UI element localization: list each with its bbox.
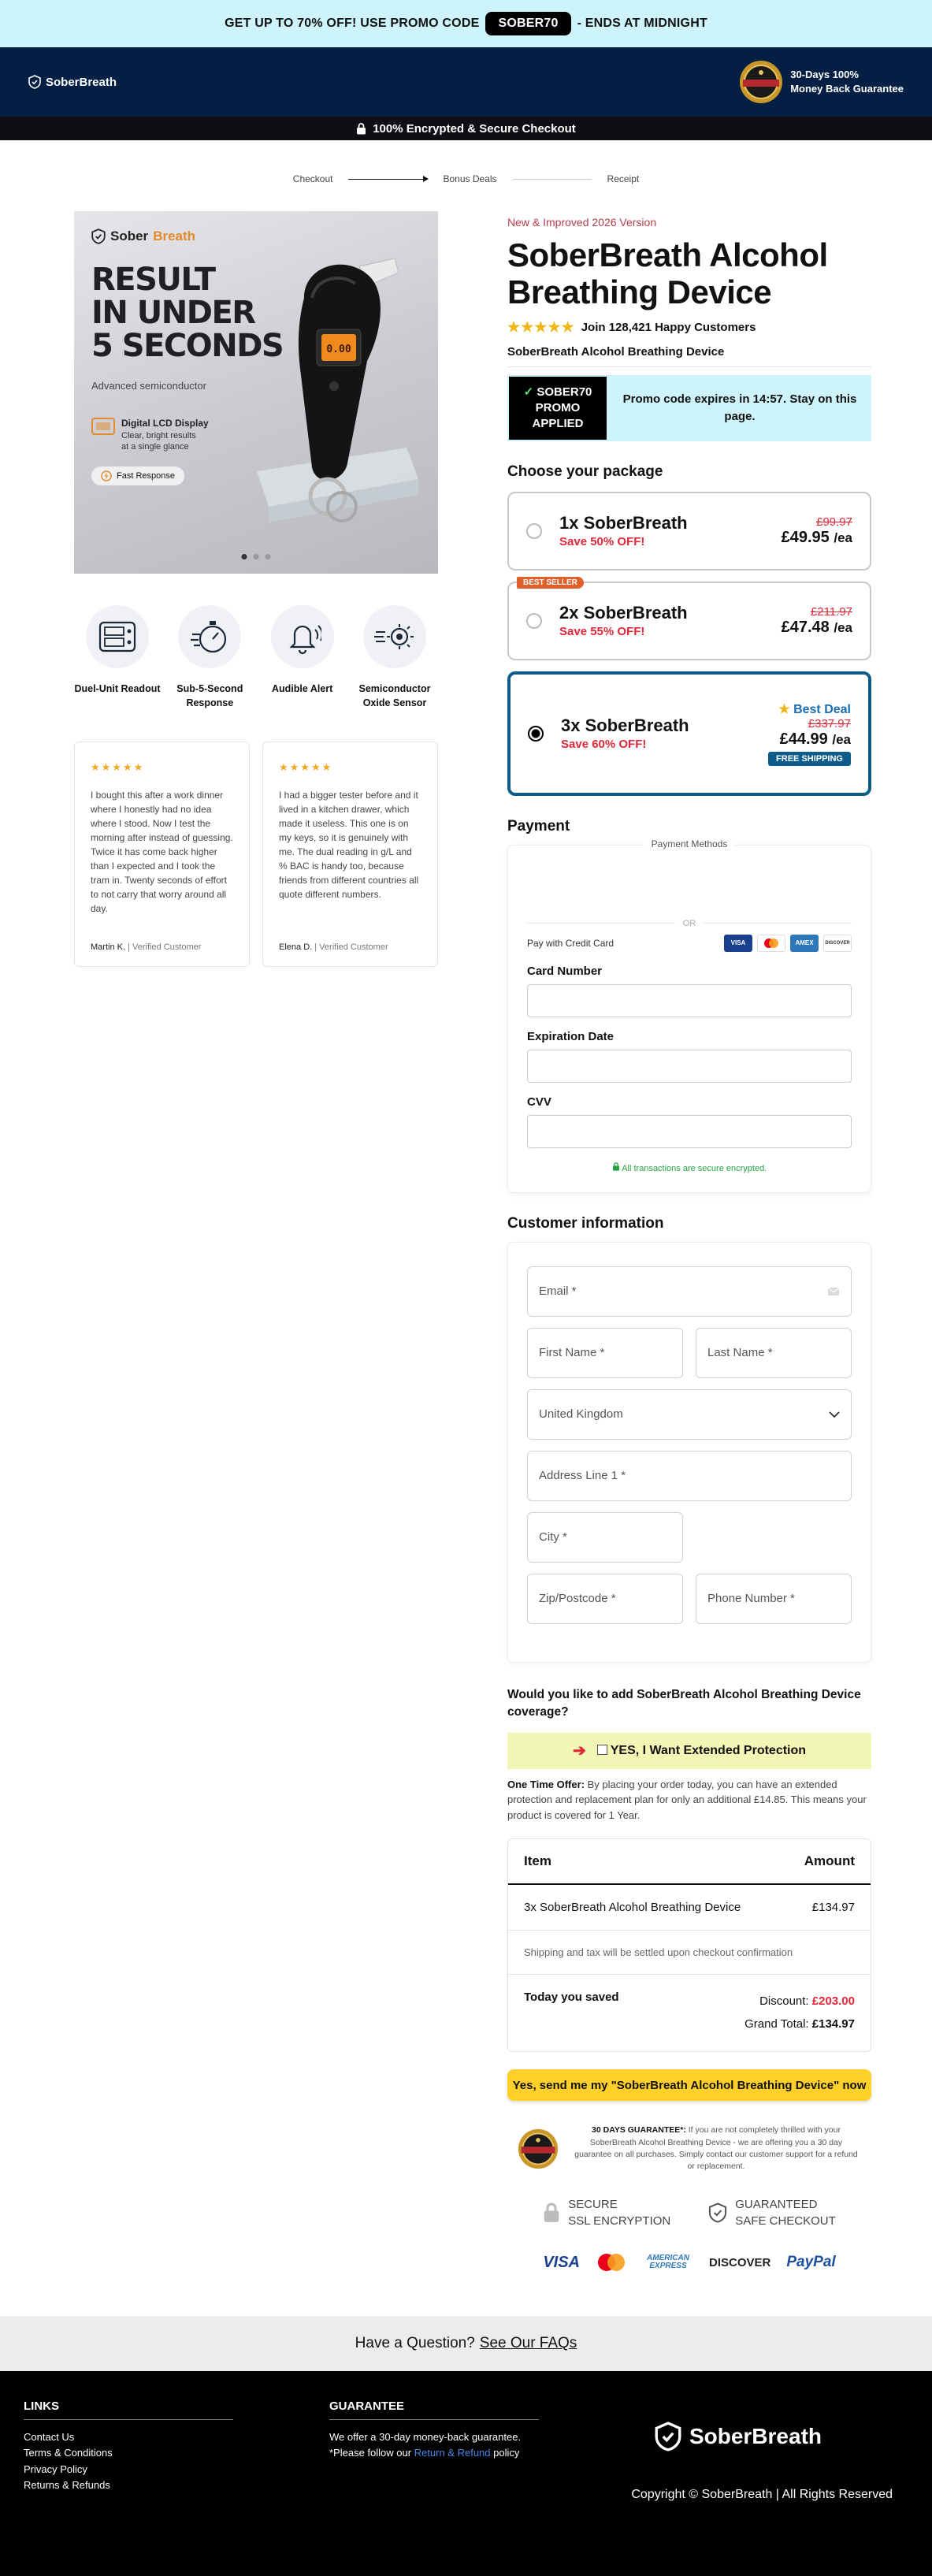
feature-item (351, 605, 438, 710)
promo-text: GET UP TO 70% OFF! USE PROMO CODE (225, 17, 480, 30)
lock-icon (543, 2202, 560, 2223)
package-unit: /ea (834, 530, 852, 545)
brand-logo[interactable] (28, 75, 117, 89)
step-receipt: Receipt (607, 173, 640, 184)
carousel-dots[interactable] (242, 554, 271, 559)
secure-bar (0, 117, 932, 140)
brand-name: SoberBreath (46, 75, 117, 89)
review-stars: ★★★★★ (91, 761, 145, 773)
copyright: Copyright © SoberBreath | All Rights Reserved (631, 2488, 893, 2502)
free-shipping-badge: FREE SHIPPING (768, 752, 851, 766)
secure-note (527, 1162, 852, 1173)
medal-icon (517, 2128, 559, 2170)
review-author-name: Elena D. (279, 942, 313, 952)
main-content (0, 211, 932, 2272)
visa-logo: VISA (543, 2253, 580, 2271)
site-footer (0, 2371, 932, 2576)
arrow-right-icon: ➔ (572, 1742, 586, 1760)
promo-timer-message: Promo code expires in 14:57. Stay on this page. (608, 375, 871, 441)
site-header (0, 47, 932, 117)
image-brand-b: Breath (153, 229, 196, 243)
best-deal-text: Best Deal (793, 702, 851, 716)
guarantee-title: 30 DAYS GUARANTEE*: (592, 2125, 686, 2136)
feature-item (74, 605, 161, 710)
mastercard-icon (757, 935, 785, 952)
feature-label: Duel-Unit Readout (74, 683, 161, 694)
promo-box-label: PROMO (535, 400, 581, 414)
image-brand-a: Sober (110, 229, 149, 243)
footer-guarantee-title: GUARANTEE (329, 2399, 539, 2420)
safe-line: GUARANTEED (735, 2198, 818, 2212)
envelope-icon (827, 1287, 840, 1296)
carousel-dot[interactable] (242, 554, 247, 559)
shield-check-icon (708, 2202, 727, 2223)
amex-icon: AMEX (790, 935, 819, 952)
product-image[interactable] (74, 211, 438, 574)
review-author-name: Martin K. (91, 942, 126, 952)
footer-links (24, 2399, 233, 2548)
best-deal-label (768, 701, 851, 717)
footer-link-returns[interactable]: Returns & Refunds (24, 2478, 110, 2491)
package-save: Save 50% OFF! (559, 535, 645, 549)
feature-label: Audible Alert (271, 683, 333, 694)
payment-card (507, 838, 871, 1193)
expiration-input[interactable] (527, 1050, 852, 1083)
extended-protection-text: YES, I Want Extended Protection (610, 1743, 807, 1757)
package-radio[interactable] (526, 613, 542, 629)
summary-item-amount: £134.97 (811, 1901, 855, 1915)
cvv-input[interactable] (527, 1115, 852, 1148)
first-name-field[interactable]: First Name * (527, 1328, 683, 1378)
address-field[interactable]: Address Line 1 * (527, 1451, 852, 1501)
extended-protection-option[interactable] (507, 1733, 871, 1769)
bell-icon (284, 619, 321, 655)
headline-line: RESULT (91, 262, 215, 298)
promo-bar (0, 0, 932, 47)
carousel-dot[interactable] (265, 554, 271, 559)
order-summary (507, 1838, 871, 2052)
country-value: United Kingdom (539, 1407, 623, 1422)
footer-refund-link[interactable]: Return & Refund (414, 2447, 491, 2459)
lcd-value: 0.00 (326, 344, 351, 355)
checkout-column (507, 211, 871, 2272)
discount-label: Discount: (759, 1994, 809, 2009)
secure-note-text: All transactions are secure encrypted. (622, 1163, 767, 1173)
footer-guarantee (329, 2399, 539, 2548)
lcd-readout-icon (98, 621, 136, 652)
step-bonus-deals: Bonus Deals (443, 173, 497, 184)
guarantee-text: If you are not completely thrilled with your SoberBreath Alcohol Breathing Device - we are offering you a 30 day guarantee on all purchases. Simply contact our customer support for a refund or replacement. (574, 2125, 858, 2171)
shield-icon (91, 229, 106, 244)
visa-icon: VISA (724, 935, 752, 952)
card-number-input[interactable] (527, 984, 852, 1017)
summary-item-header: Item (524, 1853, 551, 1869)
package-option-1x[interactable] (507, 492, 871, 571)
shield-icon (655, 2422, 681, 2451)
summary-row (508, 1885, 871, 1931)
package-old-price: £337.97 (808, 716, 851, 730)
or-divider: OR (527, 919, 852, 928)
lcd-sub: at a single glance (121, 441, 189, 452)
lock-icon (612, 1162, 620, 1171)
package-name: 3x SoberBreath (561, 716, 689, 736)
review-text: I had a bigger tester before and it lived in a kitchen drawer, which made it useless. This one is on my keys, so it is genuinely with me. The dual reading in g/L and % BAC is handy too, because friends from different countries all quote different numbers. (279, 790, 419, 900)
rating-stars: ★★★★★ (507, 318, 575, 335)
footer-links-title: LINKS (24, 2399, 233, 2420)
image-subtitle: Advanced semiconductor (91, 380, 206, 392)
summary-item: 3x SoberBreath Alcohol Breathing Device (524, 1901, 741, 1915)
package-option-2x[interactable] (507, 578, 871, 660)
feature-item (259, 605, 346, 710)
package-price: £49.95 (781, 528, 830, 546)
review-card (262, 742, 438, 967)
grand-total-label: Grand Total: (744, 2017, 809, 2031)
discount-value: £203.00 (811, 1994, 855, 2009)
package-unit: /ea (834, 619, 852, 635)
trust-badges (507, 2196, 871, 2229)
review-verified: | Verified Customer (128, 942, 202, 952)
lcd-callout (91, 418, 209, 452)
saved-label: Today you saved (524, 1991, 619, 2005)
lightning-icon (101, 470, 112, 481)
feature-label: Sub-5-Second Response (176, 683, 243, 708)
card-brand-icons (724, 935, 852, 952)
lock-icon (356, 123, 366, 135)
footer-link-contact[interactable]: Contact Us (24, 2431, 75, 2444)
carousel-dot[interactable] (254, 554, 259, 559)
offer-text: By placing your order today, you can have an extended protection and replacement plan for only an additional £14.85. This means your product is covered for 1 Year. (507, 1778, 867, 1821)
guarantee-box (507, 2124, 871, 2173)
review-author (91, 942, 233, 952)
zip-field[interactable]: Zip/Postcode * (527, 1574, 683, 1624)
guarantee-line-2: Money Back Guarantee (790, 83, 904, 95)
shield-icon (28, 75, 41, 89)
chevron-down-icon (829, 1411, 840, 1418)
footer-link-privacy[interactable]: Privacy Policy (24, 2463, 87, 2475)
step-checkout: Checkout (292, 173, 333, 184)
footer-brand: SoberBreath (689, 2424, 822, 2449)
review-verified: | Verified Customer (314, 942, 388, 952)
one-time-offer (507, 1777, 871, 1823)
package-old-price: £211.97 (810, 604, 852, 619)
image-brand-logo (91, 229, 195, 244)
offer-label: One Time Offer: (507, 1778, 585, 1790)
review-card (74, 742, 250, 967)
feature-list (74, 605, 438, 710)
summary-note: Shipping and tax will be settled upon checkout confirmation (508, 1931, 871, 1975)
package-unit: /ea (832, 731, 851, 747)
faq-link[interactable]: See Our FAQs (479, 2335, 577, 2352)
promo-box-code: SOBER70 (537, 385, 592, 399)
guarantee-badge (738, 59, 904, 105)
step-connector (513, 179, 592, 180)
discover-logo: DISCOVER (709, 2255, 771, 2269)
version-tag: New & Improved 2026 Version (507, 216, 657, 229)
package-radio[interactable] (526, 523, 542, 539)
stopwatch-icon (191, 619, 228, 655)
safe-line: SAFE CHECKOUT (735, 2214, 836, 2228)
product-title: SoberBreath Alcohol Breathing Device (507, 236, 828, 311)
secure-text: 100% Encrypted & Secure Checkout (373, 121, 576, 136)
footer-policy-text: policy (493, 2447, 520, 2459)
customer-title: Customer information (507, 1214, 664, 1232)
card-number-label: Card Number (527, 964, 603, 978)
footer-link-terms[interactable]: Terms & Conditions (24, 2447, 113, 2459)
package-price: £44.99 (779, 730, 828, 748)
fast-response-text: Fast Response (117, 471, 175, 481)
headline-line: IN UNDER (91, 295, 255, 331)
checkout-steps (0, 173, 932, 184)
display-icon (91, 418, 115, 435)
email-placeholder: Email * (539, 1284, 577, 1299)
phone-field[interactable]: Phone Number * (696, 1574, 852, 1624)
headline-line: 5 SECONDS (91, 328, 284, 364)
credit-card-label: Pay with Credit Card (527, 937, 615, 949)
lcd-sub: Clear, bright results (121, 430, 196, 440)
city-field[interactable]: City * (527, 1512, 683, 1563)
medal-icon (738, 59, 784, 105)
step-connector (348, 179, 427, 180)
package-price: £47.48 (781, 618, 830, 636)
package-name: 2x SoberBreath (559, 603, 688, 623)
breathalyzer-device-illustration (249, 211, 422, 574)
ssl-badge (543, 2196, 670, 2229)
footer-guarantee-text: We offer a 30-day money-back guarantee. (329, 2431, 522, 2444)
package-save: Save 55% OFF! (559, 625, 645, 639)
promo-deadline: - ENDS AT MIDNIGHT (577, 17, 707, 30)
mastercard-logo (596, 2253, 627, 2272)
grand-total-value: £134.97 (811, 2017, 855, 2031)
product-subname: SoberBreath Alcohol Breathing Device (507, 345, 871, 367)
coverage-question: Would you like to add SoberBreath Alcohol Breathing Device coverage? (507, 1687, 861, 1719)
review-author (279, 942, 421, 952)
faq-question: Have a Question? (355, 2335, 475, 2352)
review-stars: ★★★★★ (279, 761, 333, 773)
lcd-title: Digital LCD Display (121, 418, 209, 429)
discover-icon: DISCOVER (823, 935, 852, 952)
package-radio-selected[interactable] (528, 726, 544, 742)
package-option-3x[interactable] (507, 671, 871, 796)
package-name: 1x SoberBreath (559, 513, 688, 533)
ssl-line: SECURE (568, 2198, 618, 2212)
extended-protection-label[interactable] (597, 1744, 806, 1758)
promo-applied-box (507, 375, 871, 441)
faq-banner (0, 2316, 932, 2371)
package-save: Save 60% OFF! (561, 738, 647, 752)
fast-response-pill (91, 467, 184, 485)
star-icon: ★ (778, 702, 790, 716)
package-old-price: £99.97 (816, 515, 852, 529)
extended-protection-checkbox[interactable] (597, 1745, 607, 1755)
payment-title: Payment (507, 817, 570, 835)
footer-logo[interactable] (655, 2422, 822, 2451)
promo-box-label: APPLIED (532, 417, 584, 431)
last-name-field[interactable]: Last Name * (696, 1328, 852, 1378)
reviews (74, 742, 438, 967)
rating (507, 319, 871, 336)
product-gallery-column (74, 211, 438, 2272)
guarantee-line-1: 30-Days 100% (790, 69, 859, 81)
email-field[interactable] (527, 1266, 852, 1317)
safe-checkout-badge (708, 2196, 836, 2229)
expiration-label: Expiration Date (527, 1029, 615, 1043)
footer-policy-text: *Please follow our (329, 2447, 412, 2459)
payment-methods-label: Payment Methods (644, 838, 736, 849)
amex-logo: AMERICAN EXPRESS (647, 2254, 689, 2271)
packages-title: Choose your package (507, 463, 663, 480)
feature-label: Semiconductor Oxide Sensor (358, 683, 431, 708)
sensor-chip-icon (374, 621, 415, 652)
payment-logos (507, 2253, 871, 2272)
feature-item (166, 605, 253, 710)
check-icon: ✓ (523, 385, 534, 399)
summary-amount-header: Amount (804, 1853, 855, 1869)
paypal-logo: PayPal (786, 2254, 836, 2271)
complete-order-button[interactable]: Yes, send me my "SoberBreath Alcohol Breathing Device" now (507, 2069, 871, 2101)
best-seller-badge: BEST SELLER (517, 577, 584, 589)
customer-card (507, 1242, 871, 1663)
promo-code-badge: SOBER70 (485, 12, 570, 35)
payment-methods-legend (527, 838, 852, 849)
cvv-label: CVV (527, 1095, 551, 1109)
country-select[interactable] (527, 1389, 852, 1440)
ssl-line: SSL ENCRYPTION (568, 2214, 671, 2228)
rating-text: Join 128,421 Happy Customers (581, 320, 756, 334)
review-text: I bought this after a work dinner where I honestly had no idea where I stood. Now I test the morning after instead of guessing. Twice it has come back higher than I expected and I took the tram in. Twenty seconds of effort to not carry that worry around all day. (91, 790, 233, 914)
